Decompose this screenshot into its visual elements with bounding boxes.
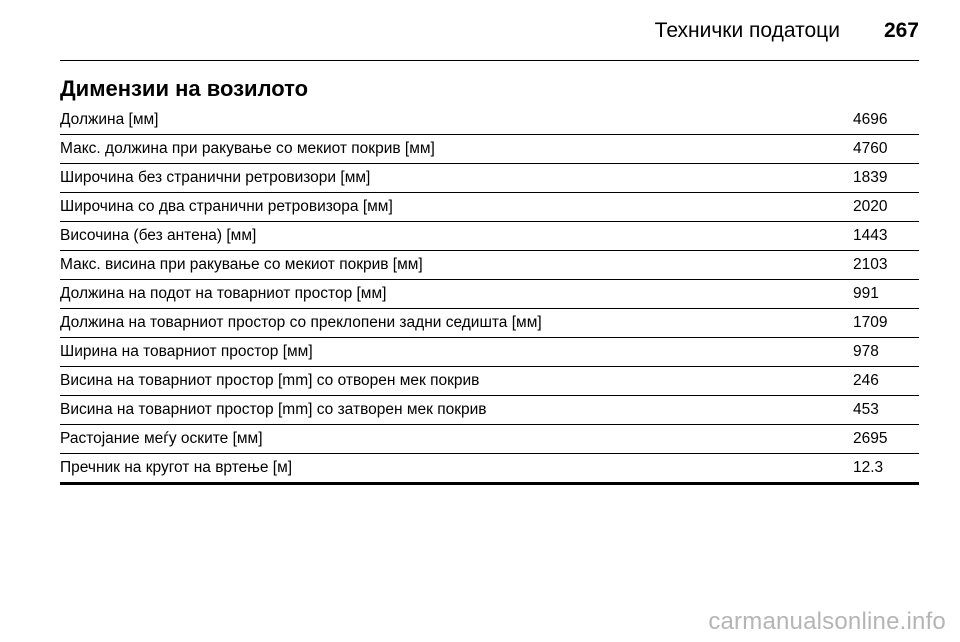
- table-row: [60, 396, 919, 425]
- table-row: [60, 367, 919, 396]
- table-row: [60, 193, 919, 222]
- row-value: 2695: [853, 430, 888, 447]
- row-value: 12.3: [853, 459, 884, 476]
- table-row: [60, 425, 919, 454]
- row-label: Должина на товарниот простор со преклопени задни седишта [мм]: [60, 314, 542, 331]
- table-row: [60, 135, 919, 164]
- table-row: [60, 251, 919, 280]
- table-row: [60, 106, 919, 135]
- table-row: [60, 338, 919, 367]
- row-value: 1839: [853, 169, 888, 186]
- table-row: [60, 164, 919, 193]
- row-label: Макс. висина при ракување со мекиот покрив [мм]: [60, 256, 423, 273]
- row-label: Пречник на кругот на вртење [м]: [60, 459, 293, 476]
- row-value: 2020: [853, 198, 888, 215]
- table-row: [60, 280, 919, 309]
- chapter-title: Технички податоци: [654, 19, 840, 42]
- dimensions-table: [60, 106, 919, 485]
- row-label: Широчина со два странични ретровизора [мм]: [60, 198, 393, 215]
- row-label: Растојание меѓу оските [мм]: [60, 430, 263, 447]
- row-label: Височина (без антена) [мм]: [60, 227, 257, 244]
- row-label: Ширина на товарниот простор [мм]: [60, 343, 313, 360]
- row-value: 1709: [853, 314, 888, 331]
- header-divider: [60, 60, 919, 61]
- row-value: 4760: [853, 140, 888, 157]
- table-row: [60, 222, 919, 251]
- watermark: carmanualsonline.info: [708, 608, 946, 635]
- row-value: 978: [853, 343, 879, 360]
- row-value: 246: [853, 372, 879, 389]
- section-title: Димензии на возилото: [60, 76, 309, 101]
- row-label: Широчина без странични ретровизори [мм]: [60, 169, 371, 186]
- table-row: [60, 454, 919, 485]
- row-value: 991: [853, 285, 879, 302]
- row-value: 1443: [853, 227, 888, 244]
- page-number: 267: [883, 19, 919, 42]
- row-label: Должина на подот на товарниот простор [мм]: [60, 285, 387, 302]
- row-value: 2103: [853, 256, 888, 273]
- row-label: Висина на товарниот простор [mm] со затворен мек покрив: [60, 401, 487, 418]
- row-value: 4696: [853, 111, 888, 128]
- page-header: [60, 14, 919, 48]
- table-row: [60, 309, 919, 338]
- row-label: Висина на товарниот простор [mm] со отворен мек покрив: [60, 372, 480, 389]
- row-label: Макс. должина при ракување со мекиот покрив [мм]: [60, 140, 435, 157]
- row-value: 453: [853, 401, 879, 418]
- row-label: Должина [мм]: [60, 111, 159, 128]
